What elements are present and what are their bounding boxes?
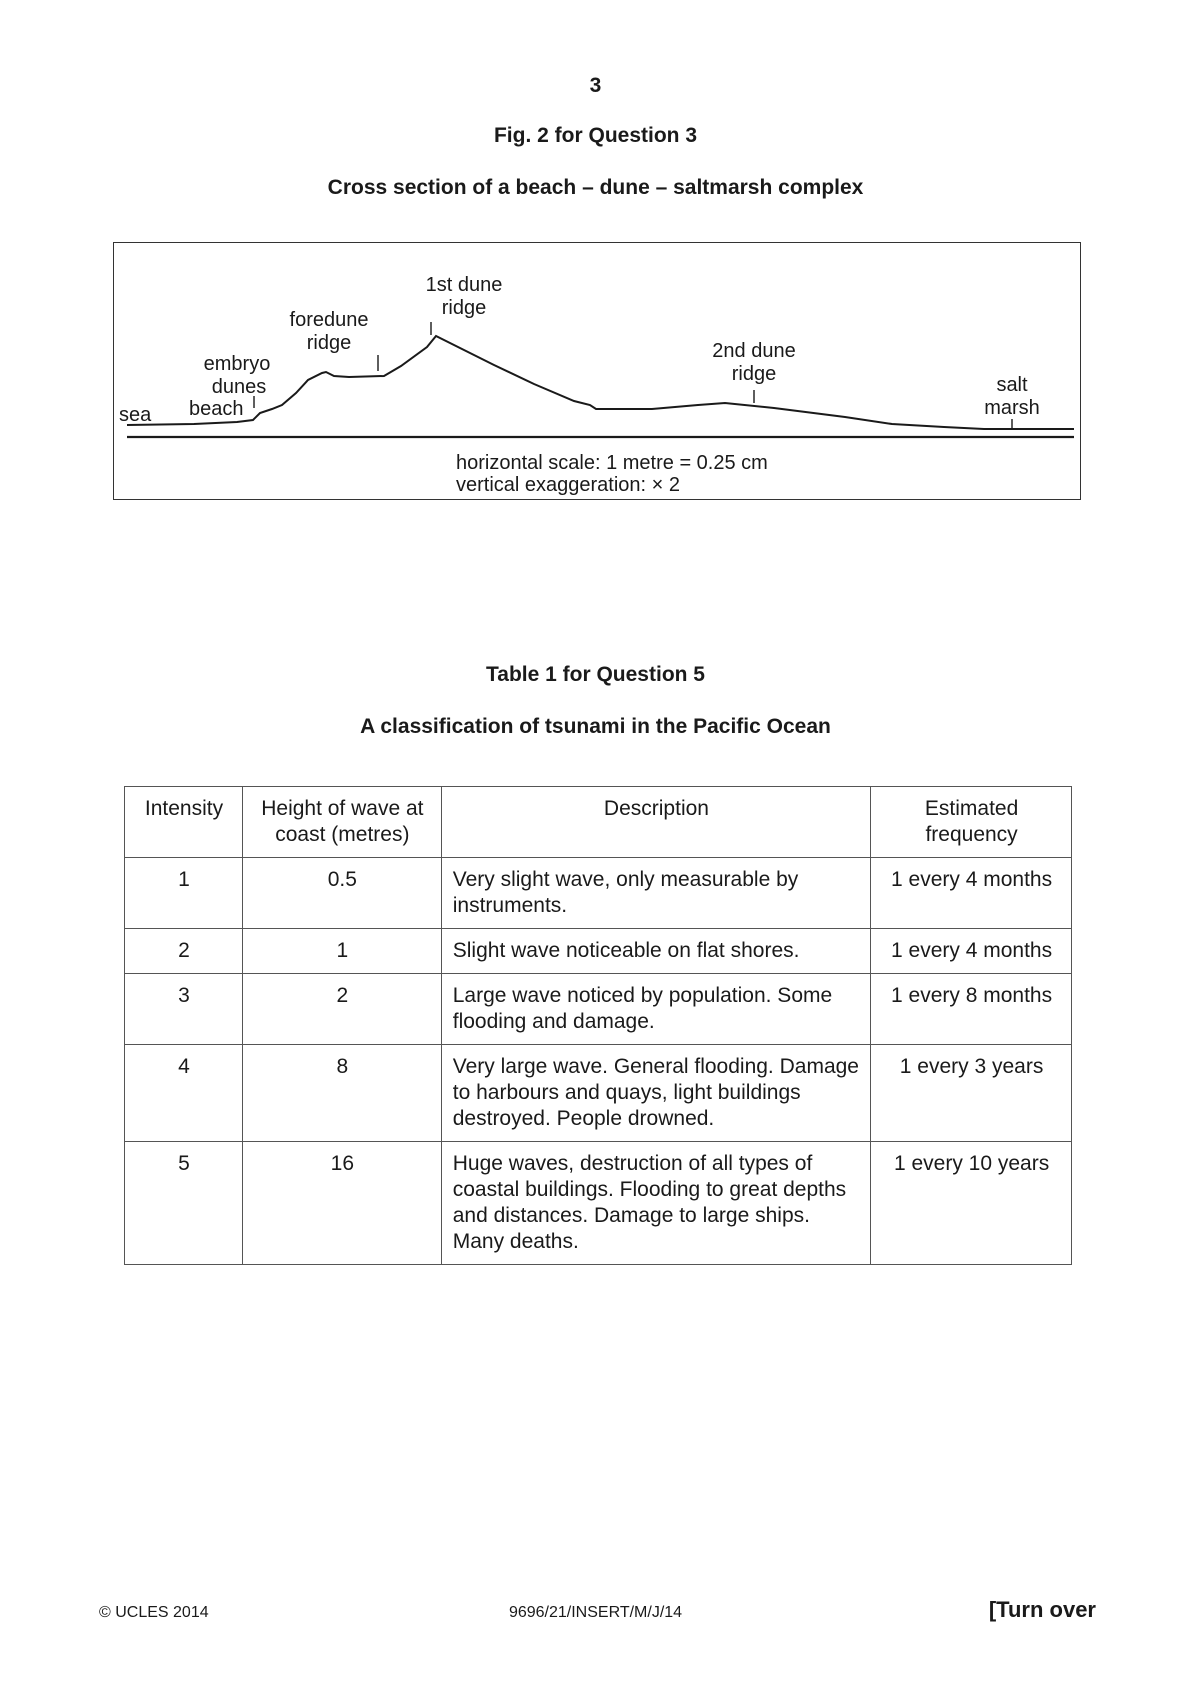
- header-intensity: Intensity: [125, 787, 243, 858]
- cell-intensity: 2: [125, 929, 243, 974]
- table-heading: Table 1 for Question 5: [486, 663, 705, 686]
- figure-subtitle: Cross section of a beach – dune – saltmarsh complex: [327, 176, 864, 199]
- cell-height: 16: [242, 1142, 441, 1265]
- cell-frequency: 1 every 4 months: [871, 929, 1072, 974]
- label-foredune-1: foredune: [289, 309, 369, 331]
- label-sea: sea: [119, 404, 152, 426]
- cell-description: Large wave noticed by population. Some flooding and damage.: [441, 974, 870, 1045]
- cell-description: Very large wave. General flooding. Damage to harbours and quays, light buildings destroyed. People drowned.: [441, 1045, 870, 1142]
- profile-line: [127, 336, 1074, 429]
- table-row: [125, 1142, 1072, 1265]
- cell-description: Huge waves, destruction of all types of coastal buildings. Flooding to great depths and distances. Damage to large ships. Many deaths.: [441, 1142, 870, 1265]
- header-description: Description: [441, 787, 870, 858]
- label-dune2-2: ridge: [731, 363, 777, 385]
- label-dune1-1: 1st dune: [425, 274, 503, 296]
- table-row: [125, 1045, 1072, 1142]
- horizontal-scale: horizontal scale: 1 metre = 0.25 cm: [456, 452, 768, 474]
- footer-copyright: © UCLES 2014: [99, 1604, 209, 1621]
- cell-height: 0.5: [242, 858, 441, 929]
- label-foredune-2: ridge: [306, 332, 352, 354]
- label-dune1-2: ridge: [441, 297, 487, 319]
- cell-height: 1: [242, 929, 441, 974]
- table-row: [125, 929, 1072, 974]
- cell-frequency: 1 every 8 months: [871, 974, 1072, 1045]
- table-row: [125, 858, 1072, 929]
- label-beach: beach: [189, 398, 244, 420]
- label-embryo-1: embryo: [203, 353, 271, 375]
- header-frequency: Estimated frequency: [871, 787, 1072, 858]
- cell-frequency: 1 every 10 years: [871, 1142, 1072, 1265]
- cell-description: Very slight wave, only measurable by instruments.: [441, 858, 870, 929]
- label-dune2-1: 2nd dune: [712, 340, 796, 362]
- cell-frequency: 1 every 4 months: [871, 858, 1072, 929]
- cell-height: 2: [242, 974, 441, 1045]
- cell-frequency: 1 every 3 years: [871, 1045, 1072, 1142]
- figure-heading: Fig. 2 for Question 3: [493, 124, 698, 147]
- cell-intensity: 5: [125, 1142, 243, 1265]
- cell-intensity: 1: [125, 858, 243, 929]
- cell-description: Slight wave noticeable on flat shores.: [441, 929, 870, 974]
- label-salt-2: marsh: [984, 397, 1040, 419]
- cross-section-diagram: [114, 243, 1082, 501]
- cell-intensity: 3: [125, 974, 243, 1045]
- table-row: [125, 974, 1072, 1045]
- label-salt-1: salt: [996, 374, 1028, 396]
- table-subtitle: A classification of tsunami in the Pacific Ocean: [360, 715, 831, 738]
- cell-intensity: 4: [125, 1045, 243, 1142]
- vertical-exaggeration: vertical exaggeration: × 2: [456, 474, 681, 496]
- page-number: 3: [589, 74, 602, 97]
- footer-paper-code: 9696/21/INSERT/M/J/14: [508, 1604, 683, 1621]
- table-header-row: [125, 787, 1072, 858]
- header-height: Height of wave at coast (metres): [242, 787, 441, 858]
- cell-height: 8: [242, 1045, 441, 1142]
- label-embryo-2: dunes: [211, 376, 267, 398]
- footer-turn-over: [Turn over: [988, 1597, 1096, 1622]
- cross-section-figure: [113, 242, 1081, 500]
- tsunami-table: [124, 786, 1072, 1265]
